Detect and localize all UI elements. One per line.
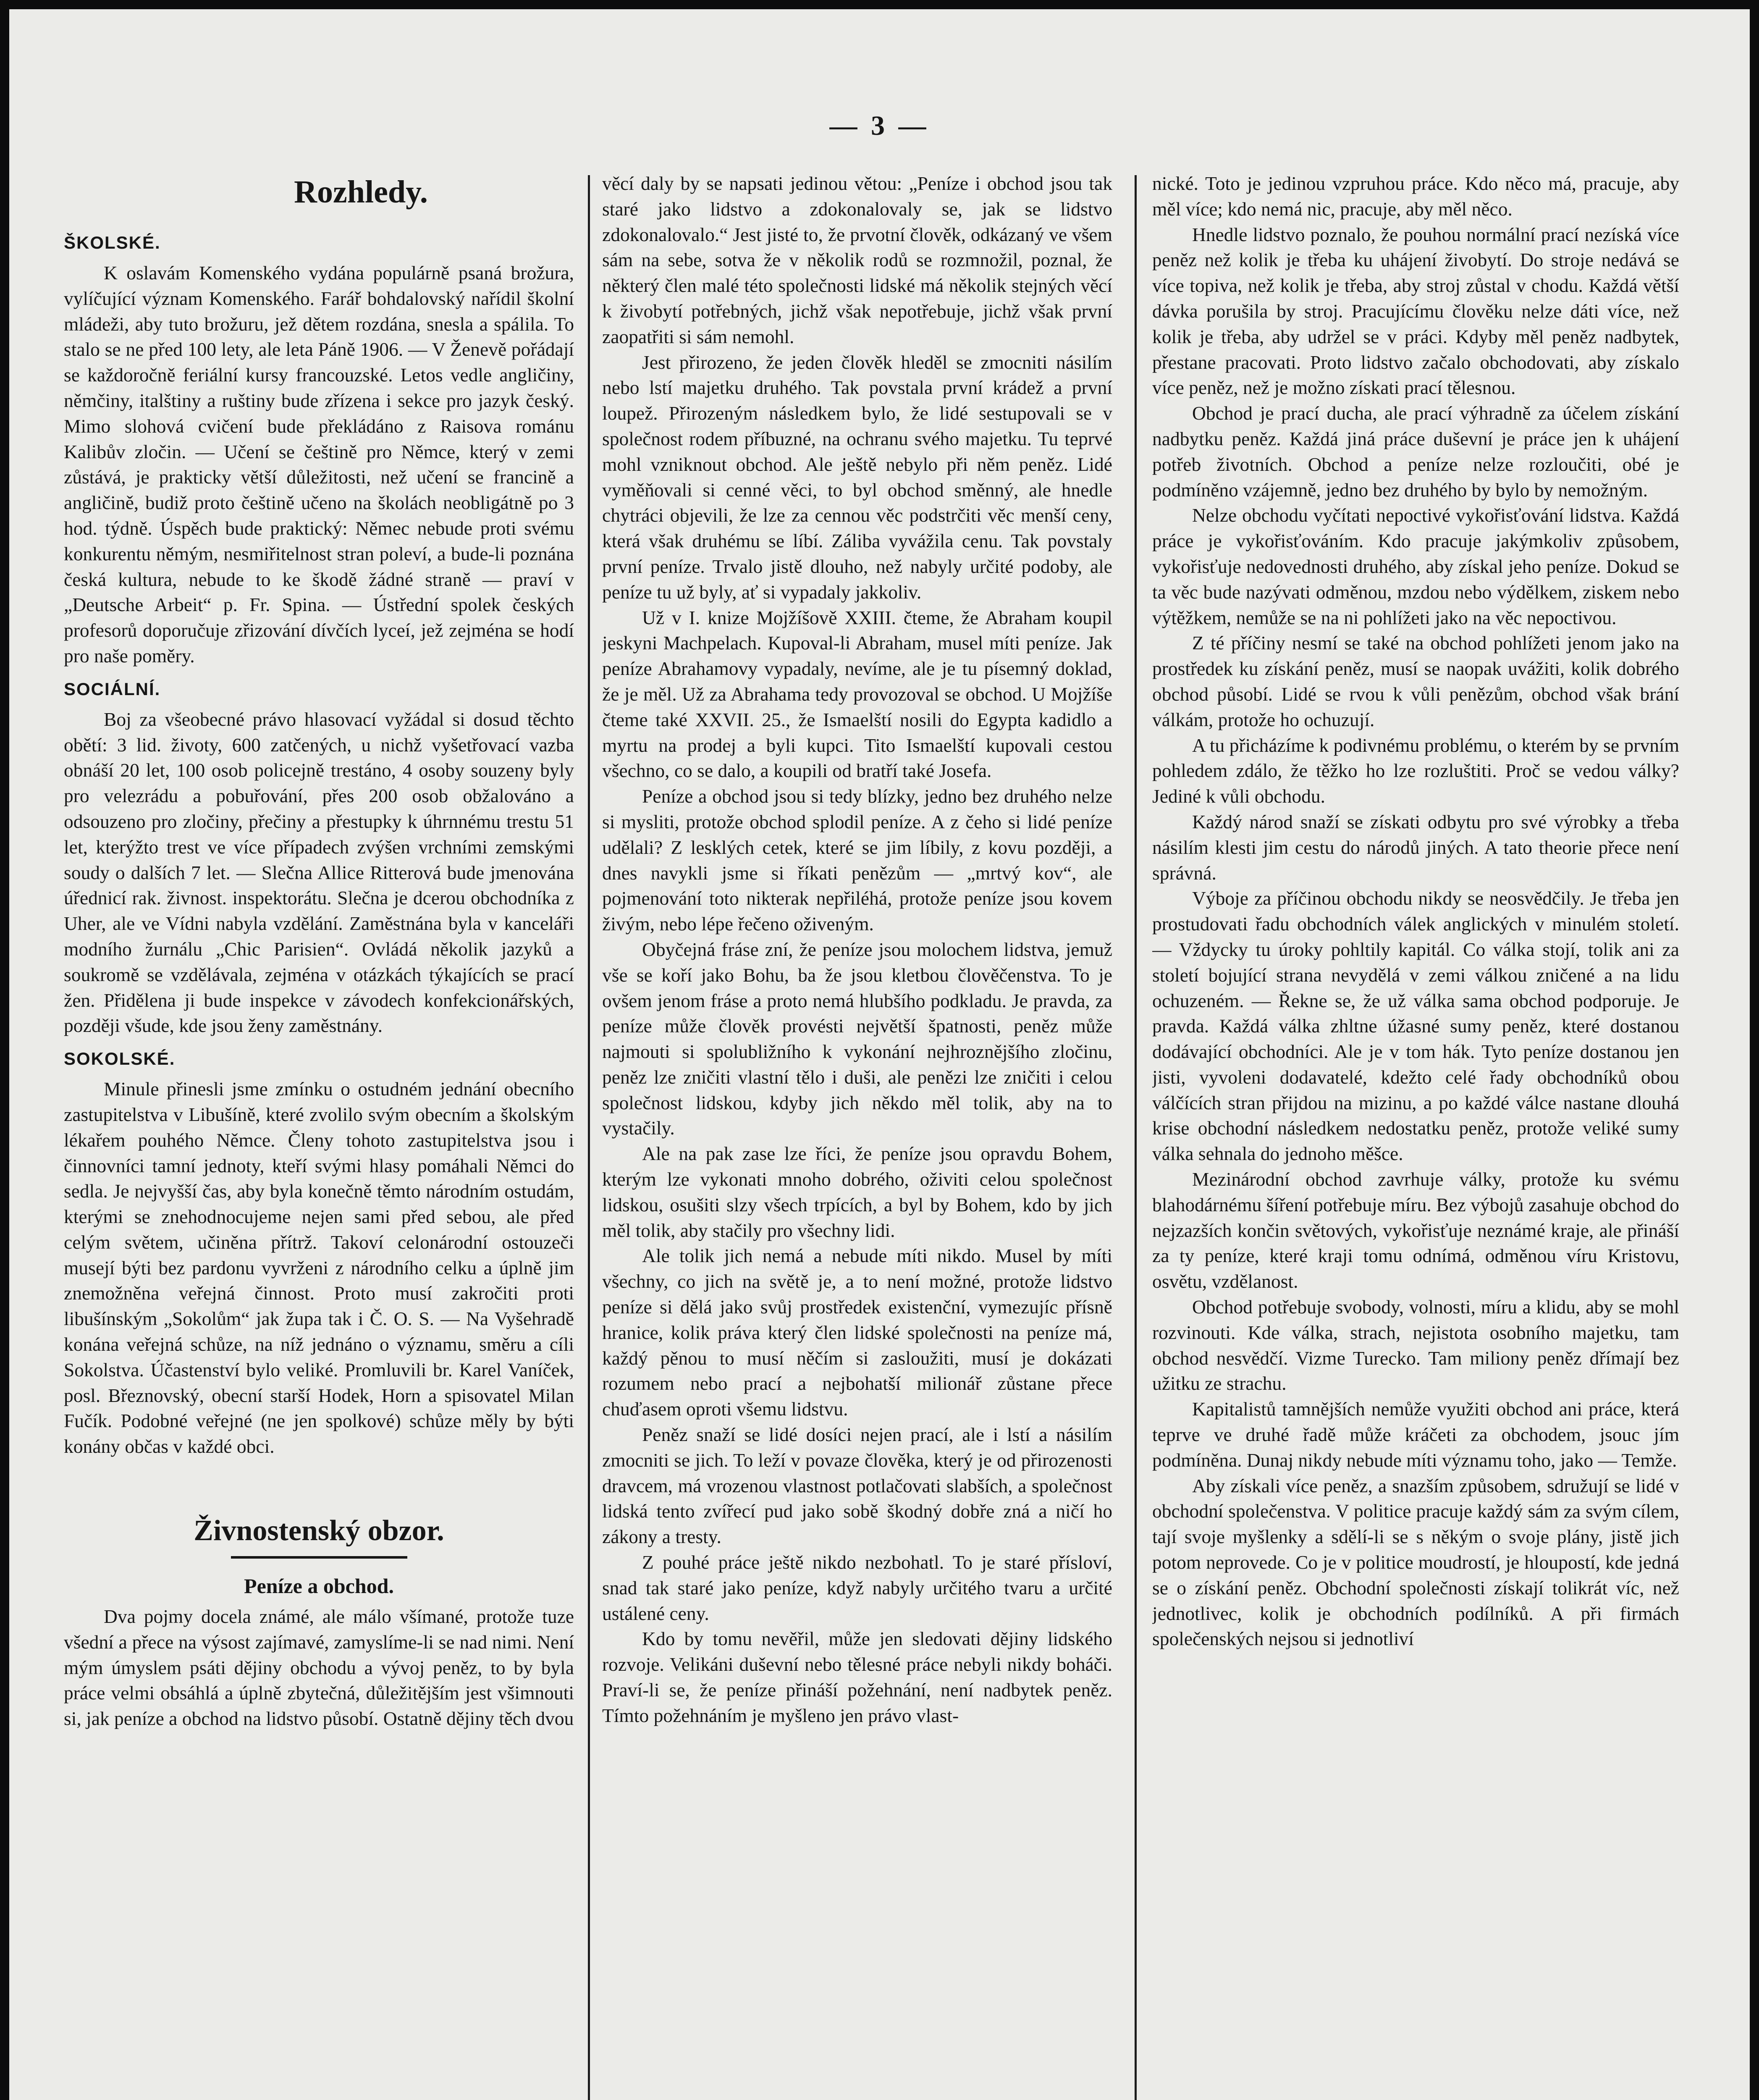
article-paragraph: Každý národ snaží se získati odbytu pro své výrobky a třeba násilím klesti jim cestu do národů jiných. A tato theorie přece není správná. [1152,811,1679,884]
article-paragraph: Výboje za příčinou obchodu nikdy se neosvědčily. Je třeba jen prostudovati řadu obchodních válek anglických v minulém století. — Vždycky tu úroky pohltily kapitál. Co válka stojí, tolik ani za století bojující strana nevydělá v zemi válkou zničené a na lidu ochuzeném. — Řekne se, že už válka sama obchod podporuje. Je pravda. Každá válka zhltne úžasné sumy peněz, které dostanou dodávající obchodníci. Ale je v tom hák. Tyto peníze dostanou jen jisti, vyvoleni dodavatelé, kdežto celé řady obchodníků obou válčících stran přijdou na mizinu, a po každé válce nastane dlouhá krise obchodní následkem nedostatku peněz, protože veliké sumy válka sehnala do jednoho měšce. [1152,887,1679,1165]
article-paragraph: Ale tolik jich nemá a nebude míti nikdo. Musel by míti všechny, co jich na světě je, a to není možné, protože lidstvo peníze si dělá jako svůj prostředek existenční, vymezujíc přísně hranice, kolik práva který člen lidské společnosti na peníze má, každý pěnou to musí něčím si zasloužiti, musí je dokázati rozumem nebo prací a nejbohatší milionář zůstane přece chuďasem oproti všemu lidstvu. [602,1245,1112,1420]
newspaper-page [9,9,1750,2100]
zivnostensky-obzor-title: Živnostenský obzor. [194,1515,444,1547]
column-3 [1152,171,1679,2100]
article-paragraph: Jest přirozeno, že jeden člověk hleděl se zmocniti násilím nebo lstí majetku druhého. Tak povstala první krádež a první loupež. Přirozeným následkem bylo, že lidé sestupovali se v společnost rodem příbuzné, na ochranu svého majetku. Tu teprvé mohl vzniknout obchod. Ale ještě nebylo při něm peněz. Lidé vyměňovali si cenné věci, to byl obchod směnný, ale hnedle chytráci objevili, že lze za cennou věc podstrčiti věc menší ceny, která však druhému se líbí. Záliba vyvážila cenu. Tak povstaly první peníze. Trvalo jistě dlouho, než nabyly určité podoby, ale peníze tu už byly, ať si vypadaly jakkoliv. [602,351,1112,603]
article-paragraph: Obchod potřebuje svobody, volnosti, míru a klidu, aby se mohl rozvinouti. Kde válka, strach, nejistota osobního majetku, tam obchod nesvědčí. Vizme Turecko. Tam miliony peněz dřímají bez užitku ze strachu. [1152,1296,1679,1394]
article-paragraph: Obyčejná fráse zní, že peníze jsou molochem lidstva, jemuž vše se koří jako Bohu, ba že jsou kletbou člověčenstva. To je ovšem jenom fráse a proto nemá hlubšího podkladu. Je pravda, za peníze může člověk provésti největší špatnosti, peněz může najmouti si spolubližního k vykonání nejhroznějšího zločinu, peněz lze zničiti vlastní tělo i duši, ale penězi lze zničiti i celou společnost lidskou, kdyby jich někdo měl tolik, aby na to vystačily. [602,938,1112,1139]
article-paragraph: Z pouhé práce ještě nikdo nezbohatl. To je staré přísloví, snad tak staré jako peníze, když nabyly určitého tvaru a určité ustálené ceny. [602,1551,1112,1624]
column-rule-right [1135,175,1137,2100]
article-paragraph: Z té příčiny nesmí se také na obchod pohlížeti jenom jako na prostředek ku získání peněz, musí se naopak uvážiti, kolik dobrého obchod působí. Lidé se rvou k vůli penězům, obchod však brání válkám, protože ho ochuzují. [1152,632,1679,730]
article-paragraph: Kapitalistů tamnějších nemůže využiti obchod ani práce, která teprve ve druhé řadě může kráčeti za obchodem, jsouc jím podmíněna. Dunaj nikdy nebude míti významu toho, jako — Temže. [1152,1398,1679,1471]
article-paragraph: Peněz snaží se lidé dosíci nejen prací, ale i lstí a násilím zmocniti se jich. To leží v povaze člověka, který je od přirozenosti dravcem, má vrozenou vlastnost potlačovati slabších, a společnost lidská tento zvířecí pud jako sobě škodný dobře zná a ničí ho zákony a tresty. [602,1424,1112,1548]
socialni-text: Boj za všeobecné právo hlasovací vyžádal si dosud těchto obětí: 3 lid. životy, 600 zatčených, u nichž vyšetřovací vazba obnáší 20 let, 100 osob policejně trestáno, 4 osoby souzeny byly pro velezrádu a pobuřování, přes 200 osob obžalováno a odsouzeno pro zločiny, přečiny a přestupky k úhrnnému trestu 51 let, kterýžto trest ve více případech zvýšen vrchními zemskými soudy o dalších 7 let. — Slečna Allice Ritterová bude jmenována úřednicí rak. živnost. inspektorátu. Slečna je dcerou obchodníka z Uher, ale ve Vídni nabyla vzdělání. Zaměstnána byla v kanceláři modního žurnálu „Chic Parisien“. Ovládá několik jazyků a soukromě se vzdělávala, zejména v otázkách týkajících se prací žen. Přidělena ji bude inspekce v závodech konfekcionářských, později všude, kde jsou ženy zaměstnány. [64,708,574,1037]
article-paragraph: Kdo by tomu nevěřil, může jen sledovati dějiny lidského rozvoje. Velikáni duševní nebo tělesné práce nebyli nikdy boháči. Praví-li se, že peníze přináší požehnání, není nadbytek peněz. Tímto požehnáním je myšleno jen právo vlast- [602,1628,1112,1726]
article-paragraph: nické. Toto je jedinou vzpruhou práce. Kdo něco má, pracuje, aby měl více; kdo nemá nic, pracuje, aby měl něco. [1152,173,1679,220]
skolske-heading: ŠKOLSKÉ. [64,233,161,252]
article-paragraph: Mezinárodní obchod zavrhuje války, protože ku svému blahodárnému šíření potřebuje míru. Bez výbojů zasahuje obchod do nejzazších končin světových, vykořisťuje neznámé kraje, ale přináší za ty peníze, které kraji tomu odnímá, odměnou víru Kristovu, osvětu, vzdělanost. [1152,1168,1679,1292]
column-rule-left [588,175,590,2100]
rozhledy-title: Rozhledy. [294,174,428,210]
sokolske-text: Minule přinesli jsme zmínku o ostudném jednání obecního zastupitelstva v Libušíně, které zvolilo svým obecním a školským lékařem pouhého Němce. Členy tohoto zastupitelstva jsou i činnovníci tamní jednoty, kteří svými hlasy pomáhali Němci do sedla. Je nejvyšší čas, aby byla konečně těmto národním ostudám, kterými se znehodnocujeme nejen sami před sebou, ale před celým světem, učiněna přítrž. Takoví celonárodní ostouzeči musejí býti bez pardonu vyvrženi z národního celku a úplně jim znemožněna veřejná činnost. Proto musí zakročiti proti libušínským „Sokolům“ jak župa tak i Č. O. S. — Na Vyšehradě konána veřejná schůze, na níž jednáno o významu, směru a cíli Sokolstva. Účastenství bylo veliké. Promluvili br. Karel Vaníček, posl. Březnovský, obecní starší Hodek, Horn a spisovatel Milan Fučík. Podobné veřejné (ne jen spolkové) schůze měly by býti konány občas v každé obci. [64,1078,574,1457]
column-1 [64,169,574,2100]
title-underline [231,1556,407,1559]
article-paragraph: Dva pojmy docela známé, ale málo všímané, protože tuze všední a přece na výsost zajímavé, zamyslíme-li se nad nimi. Není mým úmyslem psáti dějiny obchodu a vývoj peněz, to by byla práce velmi obsáhlá a úplně zbytečná, důležitějším jest všimnouti si, jak peníze a obchod na lidstvo působí. Ostatně dějiny těch dvou [64,1606,574,1730]
page-number: — 3 — [829,110,930,141]
article-paragraph: Už v I. knize Mojžíšově XXIII. čteme, že Abraham koupil jeskyni Machpelach. Kupoval-li Abraham, musel míti peníze. Jak peníze Abrahamovy vypadaly, nevíme, ale je tu písemný doklad, že je měl. Už za Abrahama tedy provozoval se obchod. U Mojžíše čteme také XXVII. 25., že Ismaelští nosili do Egypta kadidlo a myrtu na prodej a byli kupci. Tito Ismaelští kupovali cestou všechno, co se dalo, a koupili od bratří také Josefa. [602,606,1112,782]
article-title: Peníze a obchod. [244,1574,394,1598]
article-paragraph: věcí daly by se napsati jedinou větou: „Peníze i obchod jsou tak staré jako lidstvo a zdokonalovaly se, jak se lidstvo zdokonalovalo.“ Jest jisté to, že prvotní člověk, odkázaný ve všem sám na sebe, sotva že v několik rodů se rozmnožil, poznal, že některý člen malé této společnosti lidské má několik stejných věcí k živobytí potřebných, jichž však nepotřebuje, jichž však první zaopatřiti si sám nemohl. [602,173,1112,347]
article-paragraph: Ale na pak zase lze říci, že peníze jsou opravdu Bohem, kterým lze vykonati mnoho dobrého, oživiti celou společnost lidskou, osušiti slzy všech trpících, a byl by Bohem, kdo by jich měl tolik, aby stačily pro všechny lidi. [602,1143,1112,1241]
article-paragraph: A tu přicházíme k podivnému problému, o kterém by se prvním pohledem zdálo, že těžko ho lze rozluštiti. Proč se vedou války? Jediné k vůli obchodu. [1152,734,1679,807]
column-2 [602,171,1112,2100]
article-paragraph: Aby získali více peněz, a snazším způsobem, sdružují se lidé v obchodní společenstva. V politice pracuje každý sám za svým cílem, tají svoje myšlenky a sdělí-li se s někým o svoje plány, jistě jich potom neprovede. Co je v politice moudrostí, je hloupostí, kde jedná se o získání peněz. Obchodní společnosti získají tolikrát víc, než jednotlivec, kolik je obchodních podílníků. A při firmách společenských nejsou si jednotliví [1152,1475,1679,1650]
article-paragraph: Obchod je prací ducha, ale prací výhradně za účelem získání nadbytku peněz. Každá jiná práce duševní je práce jen k uhájení potřeb životních. Obchod a peníze nelze rozloučiti, obé je podmíněno vzájemně, jedno bez druhého by bylo by nemožným. [1152,402,1679,501]
sokolske-heading: SOKOLSKÉ. [64,1049,176,1069]
socialni-heading: SOCIÁLNÍ. [64,679,161,699]
article-paragraph: Hnedle lidstvo poznalo, že pouhou normální prací nezíská více peněz než kolik je třeba ku uhájení živobytí. Do stroje nedává se více topiva, než kolik je třeba, aby stroj zůstal v chodu. Každá větší dávka porušila by stroj. Pracujícímu člověku nelze dáti více, než kolik je třeba, aby udržel se v práci. Kdyby měl peněz nadbytek, přestane pracovati. Proto lidstvo začalo obchodovati, aby získalo více peněz, než je možno získati prací tělesnou. [1152,223,1679,399]
skolske-text: K oslavám Komenského vydána populárně psaná brožura, vylíčující význam Komenského. Farář bohdalovský nařídil školní mládeži, aby tuto brožuru, jež dětem rozdána, snesla a spálila. To stalo se ne před 100 lety, ale leta Páně 1906. — V Ženevě pořádají se každoročně feriální kursy francouzské. Letos vedle angličiny, němčiny, italštiny a ruštiny bude zřízena i sekce pro jazyk český. Mimo slohová cvičení bude překládáno z Raisova románu Kalibův zločin. — Učení se češtině pro Němce, který v zemi zůstává, je prakticky větší důležitosti, než učení se francině a angličině, budiž proto češtině učeno na školách neobligátně po 3 hod. týdně. Úspěch bude praktický: Němec nebude proti svému konkurentu němým, nesmiřitelnost stran poleví, a bude-li poznána česká kultura, nebude to ke škodě žádné straně — praví v „Deutsche Arbeit“ p. Fr. Spina. — Ústřední spolek českých profesorů doporučuje zřizování dívčích lyceí, jež zejména se hodí pro naše poměry. [64,262,574,667]
article-paragraph: Peníze a obchod jsou si tedy blízky, jedno bez druhého nelze si mysliti, protože obchod splodil peníze. A z čeho si lidé peníze udělali? Z lesklých cetek, které se jim líbily, z kovu později, a dnes navykli jsme si říkati penězům — „mrtvý kov“, ale pojmenování toto nikterak nepřiléhá, protože peníze jsou kovem živým, nebo lépe řečeno oživeným. [602,785,1112,935]
article-paragraph: Nelze obchodu vyčítati nepoctivé vykořisťování lidstva. Každá práce je vykořisťováním. Kdo pracuje jakýmkoliv způsobem, vykořisťuje nedovednosti druhého, aby získal jeho peníze. Dokud se ta věc bude nazývati odměnou, mzdou nebo výdělkem, ziskem nebo výtěžkem, nemůže se na ni pohlížeti jako na věc nepoctivou. [1152,504,1679,628]
